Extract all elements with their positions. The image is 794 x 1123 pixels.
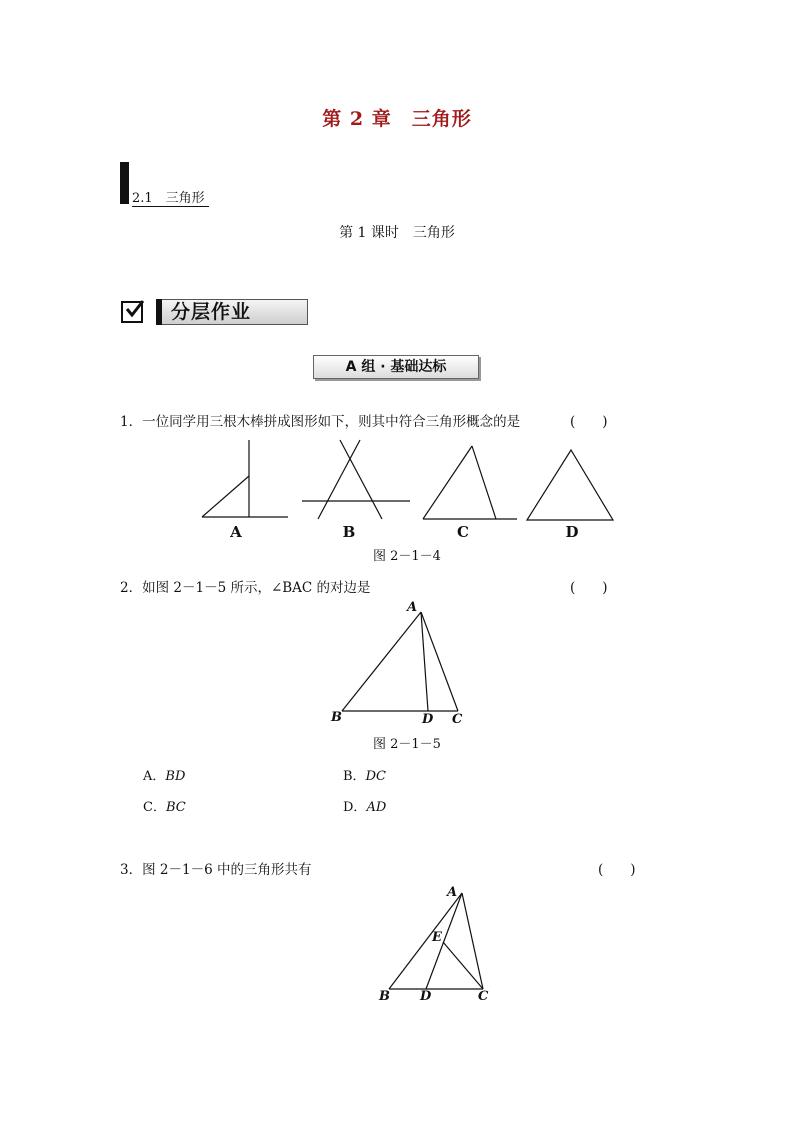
figure-label: A <box>230 523 242 541</box>
option-d[interactable] <box>343 796 386 815</box>
question-2 <box>120 576 371 596</box>
option-letter: A． <box>143 769 166 784</box>
option-a[interactable] <box>143 765 185 784</box>
point-label: D <box>422 712 434 727</box>
lesson-title: 第 1 课时 三角形 <box>339 225 455 241</box>
segment-ab <box>342 612 421 711</box>
figure-caption: 图 2－1－5 <box>373 737 441 752</box>
chapter-title: 第 2 章 三角形 <box>322 108 472 130</box>
figure-label: C <box>457 523 469 541</box>
section-label: 2.1 三角形 <box>132 191 209 207</box>
figure-caption: 图 2－1－4 <box>373 549 441 564</box>
shape-c-left <box>423 446 472 519</box>
option-letter: C． <box>143 800 166 815</box>
homework-banner-text: 分层作业 <box>171 301 252 323</box>
question-number: 3． <box>120 862 143 878</box>
option-letter: B． <box>343 769 366 784</box>
point-label: A <box>407 600 418 615</box>
option-value: BC <box>165 800 186 815</box>
shape-a-slant <box>202 476 249 517</box>
shape-c-right <box>472 446 496 519</box>
option-b[interactable] <box>343 765 386 784</box>
segment-ec <box>443 942 483 989</box>
question-text: 图 2－1－6 中的三角形共有 <box>142 862 312 878</box>
point-label: C <box>452 712 463 727</box>
answer-paren: ( ) <box>598 862 636 878</box>
option-letter: D． <box>343 800 367 815</box>
figure-label: B <box>342 523 356 541</box>
figure-label: D <box>565 523 579 541</box>
check-mark-icon <box>122 297 146 321</box>
figure-2-1-4 <box>195 436 620 542</box>
segment-ac <box>462 893 483 989</box>
point-label: C <box>478 989 489 1004</box>
option-c[interactable] <box>143 796 186 815</box>
homework-banner-bar <box>156 299 162 325</box>
question-1 <box>120 410 520 430</box>
segment-ab <box>389 893 462 989</box>
option-value: BD <box>165 769 186 784</box>
question-number: 1． <box>120 414 143 430</box>
option-value: DC <box>365 769 386 784</box>
point-label: D <box>420 989 432 1004</box>
point-label: B <box>379 989 390 1004</box>
point-label: B <box>331 710 342 725</box>
group-banner: A 组 · 基础达标 <box>313 355 479 379</box>
point-label: A <box>447 885 458 900</box>
figure-2-1-5 <box>325 597 470 727</box>
shape-b-right <box>340 440 382 519</box>
shape-b-left <box>318 440 360 519</box>
answer-paren: ( ) <box>570 580 608 596</box>
answer-paren: ( ) <box>570 414 608 430</box>
question-3 <box>120 858 311 878</box>
option-value: AD <box>366 800 387 815</box>
figure-2-1-6 <box>372 880 502 1005</box>
question-text: 如图 2－1－5 所示，∠BAC 的对边是 <box>142 580 371 596</box>
shape-d-triangle <box>527 450 613 520</box>
section-marker-bar <box>120 162 129 204</box>
question-number: 2． <box>120 580 143 596</box>
point-label: E <box>432 930 442 945</box>
question-text: 一位同学用三根木棒拼成图形如下，则其中符合三角形概念的是 <box>142 414 521 430</box>
